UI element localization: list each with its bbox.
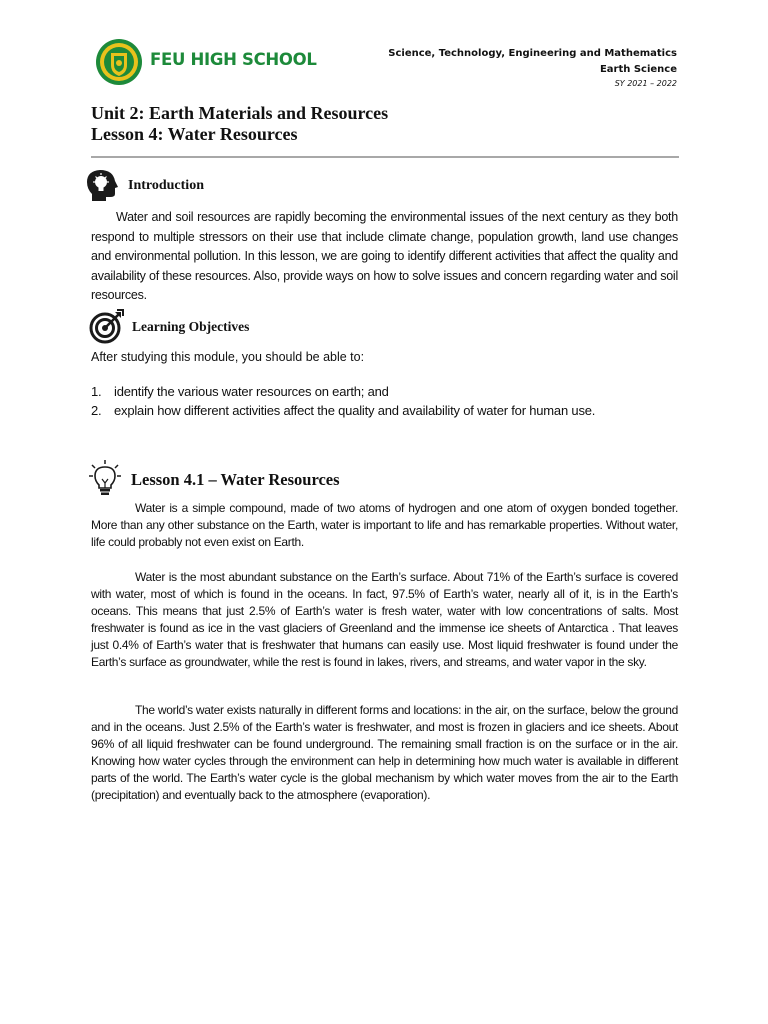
body-paragraph-2: Water is the most abundant substance on the Earth’s surface. About 71% of the Earth’s surface is covered with water, most of which is found in the oceans. In fact, 97.5% of Earth’s water, nearly all of it, is in the Earth’s oceans. This means that just 2.5% of Earth’s water is fresh water, water with low concentrations of salts. Most freshwater is found as ice in the vast glaciers of Greenland and the immense ice sheets of Antarctica . That leaves just 0.4% of Earth’s water that is freshwater that humans can easily use. Most liquid freshwater is found under the Earth’s surface as groundwater, while the rest is found in lakes, rivers, and streams, and water vapor in the sky. xyxy=(91,570,678,669)
list-item-text: explain how different activities affect the quality and availability of water for human use. xyxy=(114,403,596,418)
strand-label: Science, Technology, Engineering and Mathematics xyxy=(388,48,677,59)
introduction-heading: Introduction xyxy=(128,178,204,193)
head-lightbulb-icon xyxy=(84,167,120,203)
lesson-title: Lesson 4: Water Resources xyxy=(91,124,298,144)
objectives-list xyxy=(91,382,679,420)
introduction-paragraph: Water and soil resources are rapidly becoming the environmental issues of the next century as they both respond to multiple stressors on their use that include climate change, population growth, land use changes and environmental pollution. In this lesson, we are going to identify different activities that affect the quality and availability of these resources. Also, provide ways on how to solve issues and concern regarding water and soil resources. xyxy=(91,210,678,302)
subject-label: Earth Science xyxy=(599,64,677,75)
unit-title: Unit 2: Earth Materials and Resources xyxy=(91,103,389,123)
feu-seal-logo xyxy=(95,38,143,86)
body-paragraph-1: Water is a simple compound, made of two atoms of hydrogen and one atom of oxygen bonded together. More than any other substance on the Earth, water is important to life and has remarkable properties. Without water, life could probably not even exist on Earth. xyxy=(91,501,678,549)
list-item xyxy=(91,401,679,420)
school-year-label: SY 2021 – 2022 xyxy=(614,79,677,88)
objectives-lead: After studying this module, you should be able to: xyxy=(91,350,365,364)
list-item xyxy=(91,382,679,401)
header-divider xyxy=(91,156,679,158)
list-item-number: 2. xyxy=(91,403,102,418)
list-item-number: 1. xyxy=(91,384,102,399)
body-paragraph-3: The world’s water exists naturally in different forms and locations: in the air, on the surface, below the ground and in the oceans. Just 2.5% of the Earth’s water is freshwater, and most is frozen in glaciers and ice sheets. About 96% of all liquid freshwater can be found underground. The remaining small fraction is on the surface or in the air. Knowing how water cycles through the environment can help in determining how much water is available in different parts of the world. The Earth’s water cycle is the global mechanism by which water moves from the air to the Earth (precipitation) and eventually back to the atmosphere (evaporation). xyxy=(91,703,678,802)
learning-objectives-heading: Learning Objectives xyxy=(132,319,250,334)
school-name: FEU HIGH SCHOOL xyxy=(150,50,317,69)
lightbulb-icon xyxy=(88,459,122,497)
lesson-4-1-heading: Lesson 4.1 – Water Resources xyxy=(131,470,340,489)
list-item-text: identify the various water resources on earth; and xyxy=(114,384,389,399)
target-arrow-icon xyxy=(88,309,124,345)
title-block xyxy=(91,103,388,145)
header-info xyxy=(388,46,677,90)
